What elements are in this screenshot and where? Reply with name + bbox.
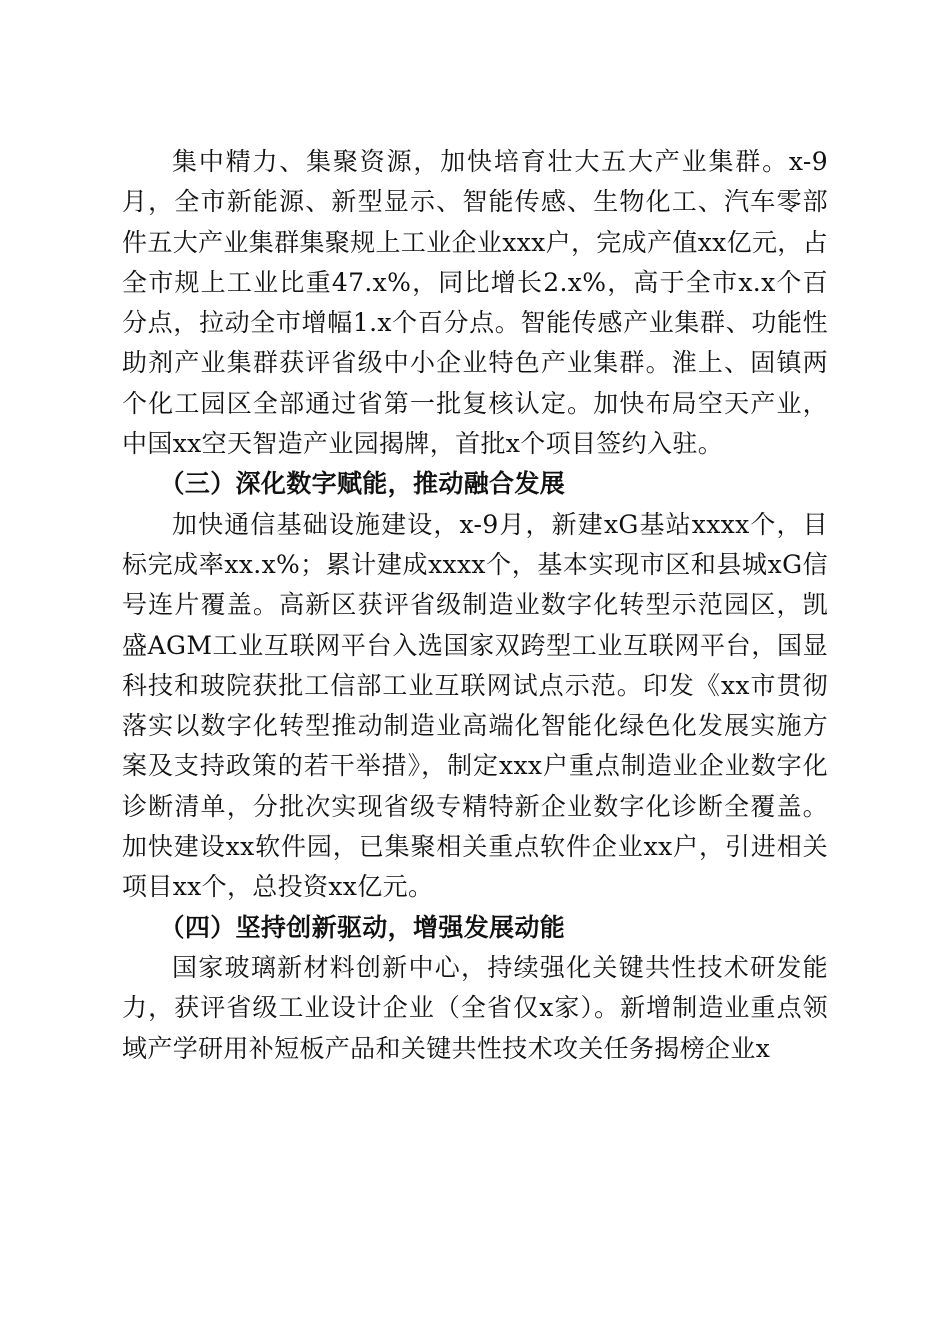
section-heading-innovation-driven: （四）坚持创新驱动，增强发展动能 — [159, 912, 566, 942]
paragraph-industry-clusters: 集中精力、集聚资源，加快培育壮大五大产业集群。x-9月，全市新能源、新型显示、智能传感、生物化工、汽车零部件五大产业集群集聚规上工业企业xxx户，完成产值xx亿元，占全市规上工业比重47.x%，同比增长2.x%，高于全市x.x个百分点，拉动全市增幅1.x个百分点。智能传感产业集群、功能性助剂产业集群获评省级中小企业特色产业集群。淮上、固镇两个化工园区全部通过省第一批复核认定。加快布局空天产业，中国xx空天智造产业园揭牌，首批x个项目签约入驻。 — [122, 147, 828, 459]
document-body — [122, 142, 828, 1069]
paragraph-digital-empowerment: 加快通信基础设施建设，x-9月，新建xG基站xxxx个，目标完成率xx.x%；累计建成xxxx个，基本实现市区和县城xG信号连片覆盖。高新区获评省级制造业数字化转型示范园区，凯盛AGM工业互联网平台入选国家双跨型工业互联网平台，国显科技和玻院获批工信部工业互联网试点示范。印发《xx市贯彻落实以数字化转型推动制造业高端化智能化绿色化发展实施方案及支持政策的若干举措》，制定xxx户重点制造业企业数字化诊断清单，分批次实现省级专精特新企业数字化诊断全覆盖。加快建设xx软件园，已集聚相关重点软件企业xx户，引进相关项目xx个，总投资xx亿元。 — [122, 509, 828, 902]
section-heading-digital-empowerment: （三）深化数字赋能，推动融合发展 — [159, 469, 566, 499]
paragraph-innovation-driven: 国家玻璃新材料创新中心，持续强化关键共性技术研发能力，获评省级工业设计企业（全省仅x家）。新增制造业重点领域产学研用补短板产品和关键共性技术攻关任务揭榜企业x — [122, 952, 828, 1063]
